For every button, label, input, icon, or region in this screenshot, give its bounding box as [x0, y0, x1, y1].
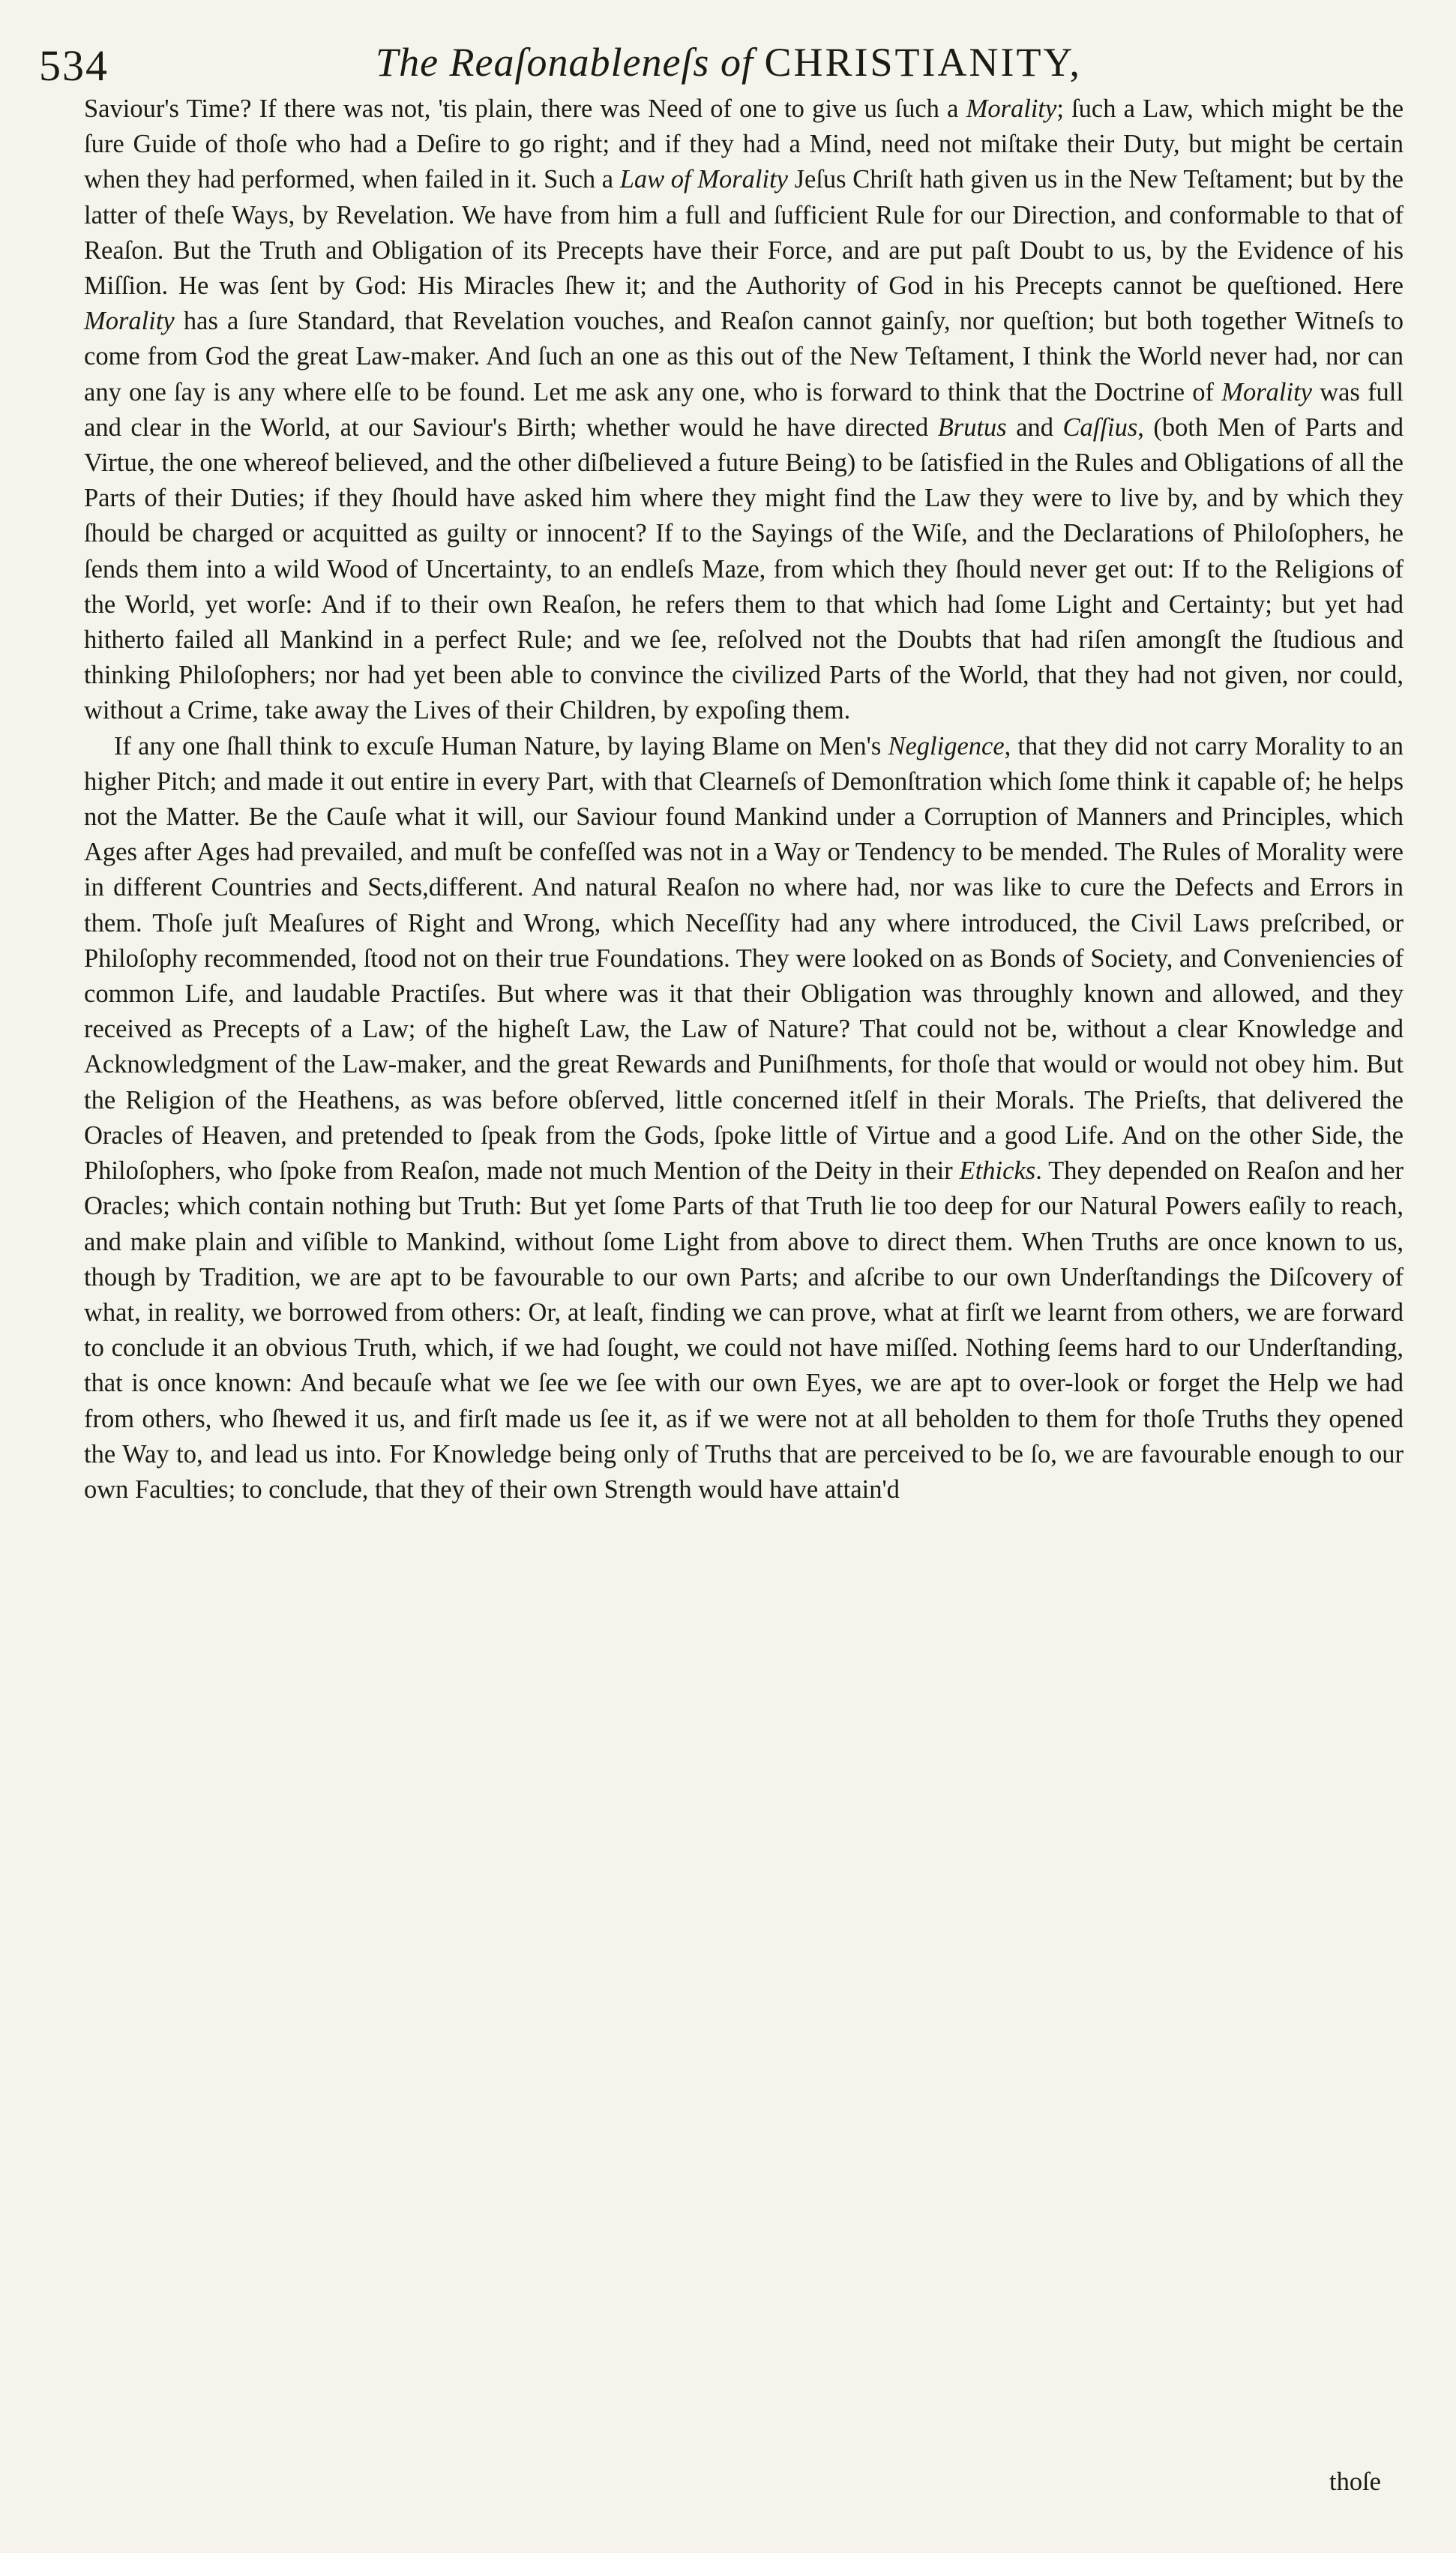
italic-run: Morality — [966, 94, 1057, 123]
paragraph — [84, 92, 1404, 729]
running-title — [39, 39, 1419, 86]
text-run: and — [1006, 412, 1063, 442]
italic-run: Morality — [84, 307, 175, 336]
text-run: ; ſuch a Law, which might be the ſure Guide of thoſe who had a Deſire to go right; and if they had a Mind, need not miſtake their Duty, but might be certain when they had performed, when failed in it. Such a — [84, 94, 1404, 194]
text-run: has a ſure Standard, that Revelation vouches, and Reaſon cannot gainſy, nor queſtion; but both together Witneſs to come from God the great Law-maker. And ſuch an one as this out of the New Teſtament, I think the World never had, nor can any one ſay is any where elſe to be found. Let me ask any one, who is forward to think that the Doctrine of — [84, 307, 1404, 406]
text-run: If any one ſhall think to excuſe Human Nature, by laying Blame on Men's — [114, 731, 888, 760]
running-title-italic: The Reaſonableneſs of — [376, 40, 753, 85]
text-run: , (both Men of Parts and Virtue, the one whereof believed, and the other diſbelieved a future Being) to be ſatisfied in the Rules and Obligations of all the Parts of their Duties; if they ſhould have asked him where they might find the Law they were to live by, and by which they ſhould be charged or acquitted as guilty or innocent? If to the Sayings of the Wiſe, and the Declarations of Philoſophers, he ſends them into a wild Wood of Uncertainty, to an endleſs Maze, from which they ſhould never get out: If to the Religions of the World, yet worſe: And if to their own Reaſon, he refers them to that which had ſome Light and Certainty; but yet had hitherto failed all Mankind in a perfect Rule; and we ſee, reſolved not the Doubts that had riſen amongſt the ſtudious and thinking Philoſophers; nor had yet been able to convince the civilized Parts of the World, that they had not given, nor could, without a Crime, take away the Lives of their Children, by expoſing them. — [84, 412, 1404, 725]
italic-run: Law of Morality — [619, 165, 788, 194]
text-run: Jeſus Chriſt hath given us in the New Teſtament; but by the latter of theſe Ways, by Revelation. We have from him a full and ſufficient Rule for our Direction, and conformable to that of Reaſon. But the Truth and Obligation of its Precepts have their Force, and are put paſt Doubt to us, by the Evidence of his Miſſion. He was ſent by God: His Miracles ſhew it; and the Authority of God in his Precepts cannot be queſtioned. Here — [84, 165, 1404, 301]
body-text — [84, 92, 1404, 1508]
paragraph — [84, 729, 1404, 1508]
text-run: Saviour's Time? If there was not, 'tis plain, there was Need of one to give us ſuch a — [84, 94, 966, 123]
text-run: was full and clear in the World, at our Saviour's Birth; whether would he have directed — [84, 377, 1404, 442]
text-run: , that they did not carry Morality to an higher Pitch; and made it out entire in every Part, with that Clearneſs of Demonſtration which ſome think it capable of; he helps not the Matter. Be the Cauſe what it will, our Saviour found Mankind under a Corruption of Manners and Principles, which Ages after Ages had prevailed, and muſt be confeſſed was not in a Way or Tendency to be mended. The Rules of Morality were in different Countries and Sects,different. And natural Reaſon no where had, nor was like to cure the Defects and Errors in them. Thoſe juſt Meaſures of Right and Wrong, which Neceſſity had any where introduced, the Civil Laws preſcribed, or Philoſophy recommended, ſtood not on their true Foundations. They were looked on as Bonds of Society, and Conveniencies of common Life, and laudable Practiſes. But where was it that their Obligation was throughly known and allowed, and they received as Precepts of a Law; of the higheſt Law, the Law of Nature? That could not be, without a clear Knowledge and Acknowledgment of the Law-maker, and the great Rewards and Puniſhments, for thoſe that would or would not obey him. But the Religion of the Heathens, as was before obſerved, little concerned itſelf in their Morals. The Prieſts, that delivered the Oracles of Heaven, and pretended to ſpeak from the Gods, ſpoke little of Virtue and a good Life. And on the other Side, the Philoſophers, who ſpoke from Reaſon, made not much Mention of the Deity in their — [84, 731, 1404, 1186]
italic-run: Morality — [1221, 377, 1312, 406]
text-run: . They depended on Reaſon and her Oracles; which contain nothing but Truth: But yet ſome Parts of that Truth lie too deep for our Natural Powers eaſily to reach, and make plain and viſible to Mankind, without ſome Light from above to direct them. When Truths are once known to us, though by Tradition, we are apt to be favourable to our own Parts; and aſcribe to our own Underſtandings the Diſcovery of what, in reality, we borrowed from others: Or, at leaſt, finding we can prove, what at firſt we learnt from others, we are forward to conclude it an obvious Truth, which, if we had ſought, we could not have miſſed. Nothing ſeems hard to our Underſtanding, that is once known: And becauſe what we ſee we ſee with our own Eyes, we are apt to over-look or forget the Help we had from others, who ſhewed it us, and firſt made us ſee it, as if we were not at all beholden to them for thoſe Truths they opened the Way to, and lead us into. For Knowledge being only of Truths that are perceived to be ſo, we are favourable enough to our own Faculties; to conclude, that they of their own Strength would have attain'd — [84, 1156, 1404, 1504]
italic-run: Negligence — [888, 731, 1005, 760]
page-number: 534 — [39, 41, 109, 90]
running-title-caps: CHRISTIANITY, — [764, 40, 1082, 85]
catchword: thoſe — [1329, 2468, 1381, 2496]
italic-run: Caſſius — [1062, 412, 1138, 442]
italic-run: Brutus — [937, 412, 1007, 442]
italic-run: Ethicks — [959, 1156, 1036, 1186]
